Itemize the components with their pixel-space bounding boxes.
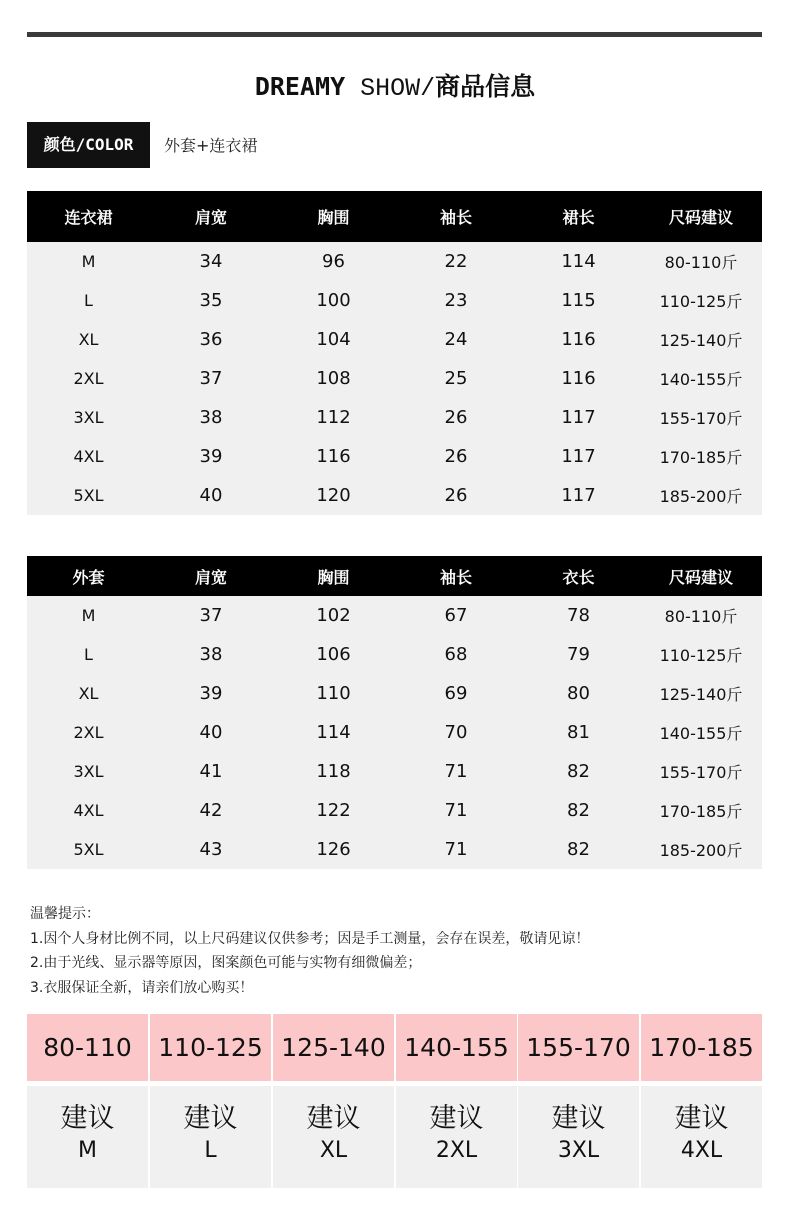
table-cell: 67	[395, 596, 517, 635]
header-cell: 尺码建议	[640, 556, 762, 596]
table-cell: 115	[517, 281, 640, 320]
notes-section	[30, 902, 589, 1000]
table-cell: 34	[150, 242, 272, 281]
table-cell: 117	[517, 476, 640, 515]
guide-label: 建议	[429, 1103, 484, 1134]
table-row	[27, 359, 762, 398]
table-cell: 112	[272, 398, 395, 437]
table-cell: 117	[517, 398, 640, 437]
table-cell: 40	[150, 713, 272, 752]
table-cell: 37	[150, 596, 272, 635]
table-row	[27, 752, 762, 791]
table-cell: 110-125斤	[640, 635, 762, 674]
notes-title: 温馨提示：	[30, 906, 100, 922]
color-value: 外套+连衣裙	[164, 136, 258, 155]
notes-item: 1.因个人身材比例不同，以上尺码建议仅供参考；因是手工测量，会存在误差，敬请见谅！	[30, 930, 590, 947]
table-row	[27, 476, 762, 515]
table-cell: 114	[272, 713, 395, 752]
table-cell: 70	[395, 713, 517, 752]
header-cell: 袖长	[395, 556, 517, 596]
table-cell: 24	[395, 320, 517, 359]
table-cell: 78	[517, 596, 640, 635]
table-cell: 38	[150, 398, 272, 437]
size-guide	[27, 1014, 762, 1188]
table-cell: 116	[517, 320, 640, 359]
notes-item: 3.衣服保证全新，请亲们放心购买！	[30, 979, 254, 996]
table-cell: 3XL	[27, 752, 150, 791]
title-cn: 商品信息	[435, 72, 536, 101]
table-cell: 80	[517, 674, 640, 713]
guide-range: 170-185	[641, 1014, 762, 1081]
table-cell: 155-170斤	[640, 752, 762, 791]
page-title	[0, 70, 790, 106]
header-cell: 胸围	[272, 556, 395, 596]
table-row	[27, 398, 762, 437]
table-cell: 42	[150, 791, 272, 830]
table-cell: 114	[517, 242, 640, 281]
table-cell: 68	[395, 635, 517, 674]
table-cell: XL	[27, 320, 150, 359]
table-cell: 37	[150, 359, 272, 398]
table-cell: 81	[517, 713, 640, 752]
table-cell: 79	[517, 635, 640, 674]
table-row	[27, 320, 762, 359]
guide-range: 110-125	[150, 1014, 271, 1081]
table-cell: 120	[272, 476, 395, 515]
table-cell: 41	[150, 752, 272, 791]
table-cell: 155-170斤	[640, 398, 762, 437]
guide-card	[641, 1014, 762, 1188]
header-cell: 外套	[27, 556, 150, 596]
table-row	[27, 242, 762, 281]
notes-item: 2.由于光线、显示器等原因，图案颜色可能与实物有细微偏差；	[30, 955, 422, 971]
guide-size: 3XL	[557, 1138, 600, 1163]
table-cell: 25	[395, 359, 517, 398]
table-cell: 36	[150, 320, 272, 359]
table-cell: 22	[395, 242, 517, 281]
table-cell: M	[27, 242, 150, 281]
table-cell: 117	[517, 437, 640, 476]
table-header-row	[27, 191, 762, 242]
guide-card	[150, 1014, 271, 1188]
table-cell: 4XL	[27, 437, 150, 476]
brand-show: SHOW/	[345, 74, 436, 103]
guide-suggestion	[273, 1086, 394, 1188]
guide-suggestion	[641, 1086, 762, 1188]
table-cell: 23	[395, 281, 517, 320]
table-cell: 170-185斤	[640, 437, 762, 476]
guide-label: 建议	[674, 1103, 729, 1134]
table-row	[27, 674, 762, 713]
header-cell: 肩宽	[150, 191, 272, 242]
header-cell: 尺码建议	[640, 191, 762, 242]
table-cell: 39	[150, 437, 272, 476]
table-cell: 26	[395, 437, 517, 476]
table-cell: 39	[150, 674, 272, 713]
guide-suggestion	[27, 1086, 148, 1188]
table-cell: 26	[395, 398, 517, 437]
table-cell: 126	[272, 830, 395, 869]
table-cell: 82	[517, 752, 640, 791]
guide-size: XL	[319, 1138, 348, 1163]
guide-size: 2XL	[435, 1138, 478, 1163]
table-cell: 140-155斤	[640, 359, 762, 398]
guide-label: 建议	[183, 1103, 238, 1134]
table-cell: 43	[150, 830, 272, 869]
table-cell: 108	[272, 359, 395, 398]
table-cell: 185-200斤	[640, 476, 762, 515]
table-cell: 116	[517, 359, 640, 398]
guide-card	[518, 1014, 639, 1188]
header-cell: 胸围	[272, 191, 395, 242]
table-cell: 71	[395, 830, 517, 869]
table-cell: 118	[272, 752, 395, 791]
table-cell: M	[27, 596, 150, 635]
table-cell: 38	[150, 635, 272, 674]
color-tag: 颜色/COLOR	[27, 122, 150, 168]
table-cell: L	[27, 281, 150, 320]
guide-label: 建议	[60, 1103, 115, 1134]
table-cell: XL	[27, 674, 150, 713]
table-cell: 5XL	[27, 476, 150, 515]
table-cell: 4XL	[27, 791, 150, 830]
table-row	[27, 281, 762, 320]
guide-label: 建议	[306, 1103, 361, 1134]
table-cell: 116	[272, 437, 395, 476]
dress-size-table	[27, 191, 762, 515]
table-cell: 2XL	[27, 359, 150, 398]
table-cell: 2XL	[27, 713, 150, 752]
table-cell: 82	[517, 830, 640, 869]
header-cell: 肩宽	[150, 556, 272, 596]
guide-range: 140-155	[396, 1014, 517, 1081]
top-divider	[27, 32, 762, 37]
table-cell: 140-155斤	[640, 713, 762, 752]
header-cell: 衣长	[517, 556, 640, 596]
table-cell: 185-200斤	[640, 830, 762, 869]
table-cell: 102	[272, 596, 395, 635]
guide-range: 80-110	[27, 1014, 148, 1081]
table-cell: 170-185斤	[640, 791, 762, 830]
guide-size: L	[204, 1138, 217, 1163]
table-row	[27, 635, 762, 674]
table-cell: 100	[272, 281, 395, 320]
table-cell: 106	[272, 635, 395, 674]
guide-suggestion	[150, 1086, 271, 1188]
table-cell: 110	[272, 674, 395, 713]
table-cell: 71	[395, 791, 517, 830]
table-cell: 80-110斤	[640, 242, 762, 281]
guide-label: 建议	[551, 1103, 606, 1134]
table-cell: 5XL	[27, 830, 150, 869]
coat-size-table	[27, 556, 762, 869]
table-row	[27, 791, 762, 830]
header-cell: 裙长	[517, 191, 640, 242]
table-cell: 71	[395, 752, 517, 791]
table-cell: 125-140斤	[640, 674, 762, 713]
guide-range: 125-140	[273, 1014, 394, 1081]
guide-card	[27, 1014, 148, 1188]
table-cell: 96	[272, 242, 395, 281]
table-row	[27, 596, 762, 635]
table-row	[27, 437, 762, 476]
table-cell: 69	[395, 674, 517, 713]
table-cell: 104	[272, 320, 395, 359]
guide-suggestion	[396, 1086, 517, 1188]
guide-suggestion	[518, 1086, 639, 1188]
table-cell: 80-110斤	[640, 596, 762, 635]
guide-size: M	[78, 1138, 97, 1163]
table-cell: L	[27, 635, 150, 674]
header-cell: 袖长	[395, 191, 517, 242]
table-cell: 122	[272, 791, 395, 830]
table-cell: 110-125斤	[640, 281, 762, 320]
table-cell: 82	[517, 791, 640, 830]
guide-size: 4XL	[680, 1138, 723, 1163]
table-cell: 40	[150, 476, 272, 515]
table-row	[27, 830, 762, 869]
guide-card	[396, 1014, 517, 1188]
table-cell: 26	[395, 476, 517, 515]
table-cell: 125-140斤	[640, 320, 762, 359]
brand-name: DREAMY	[254, 72, 346, 101]
table-row	[27, 713, 762, 752]
guide-range: 155-170	[518, 1014, 639, 1081]
table-cell: 35	[150, 281, 272, 320]
table-header-row	[27, 556, 762, 596]
table-cell: 3XL	[27, 398, 150, 437]
guide-card	[273, 1014, 394, 1188]
header-cell: 连衣裙	[27, 191, 150, 242]
